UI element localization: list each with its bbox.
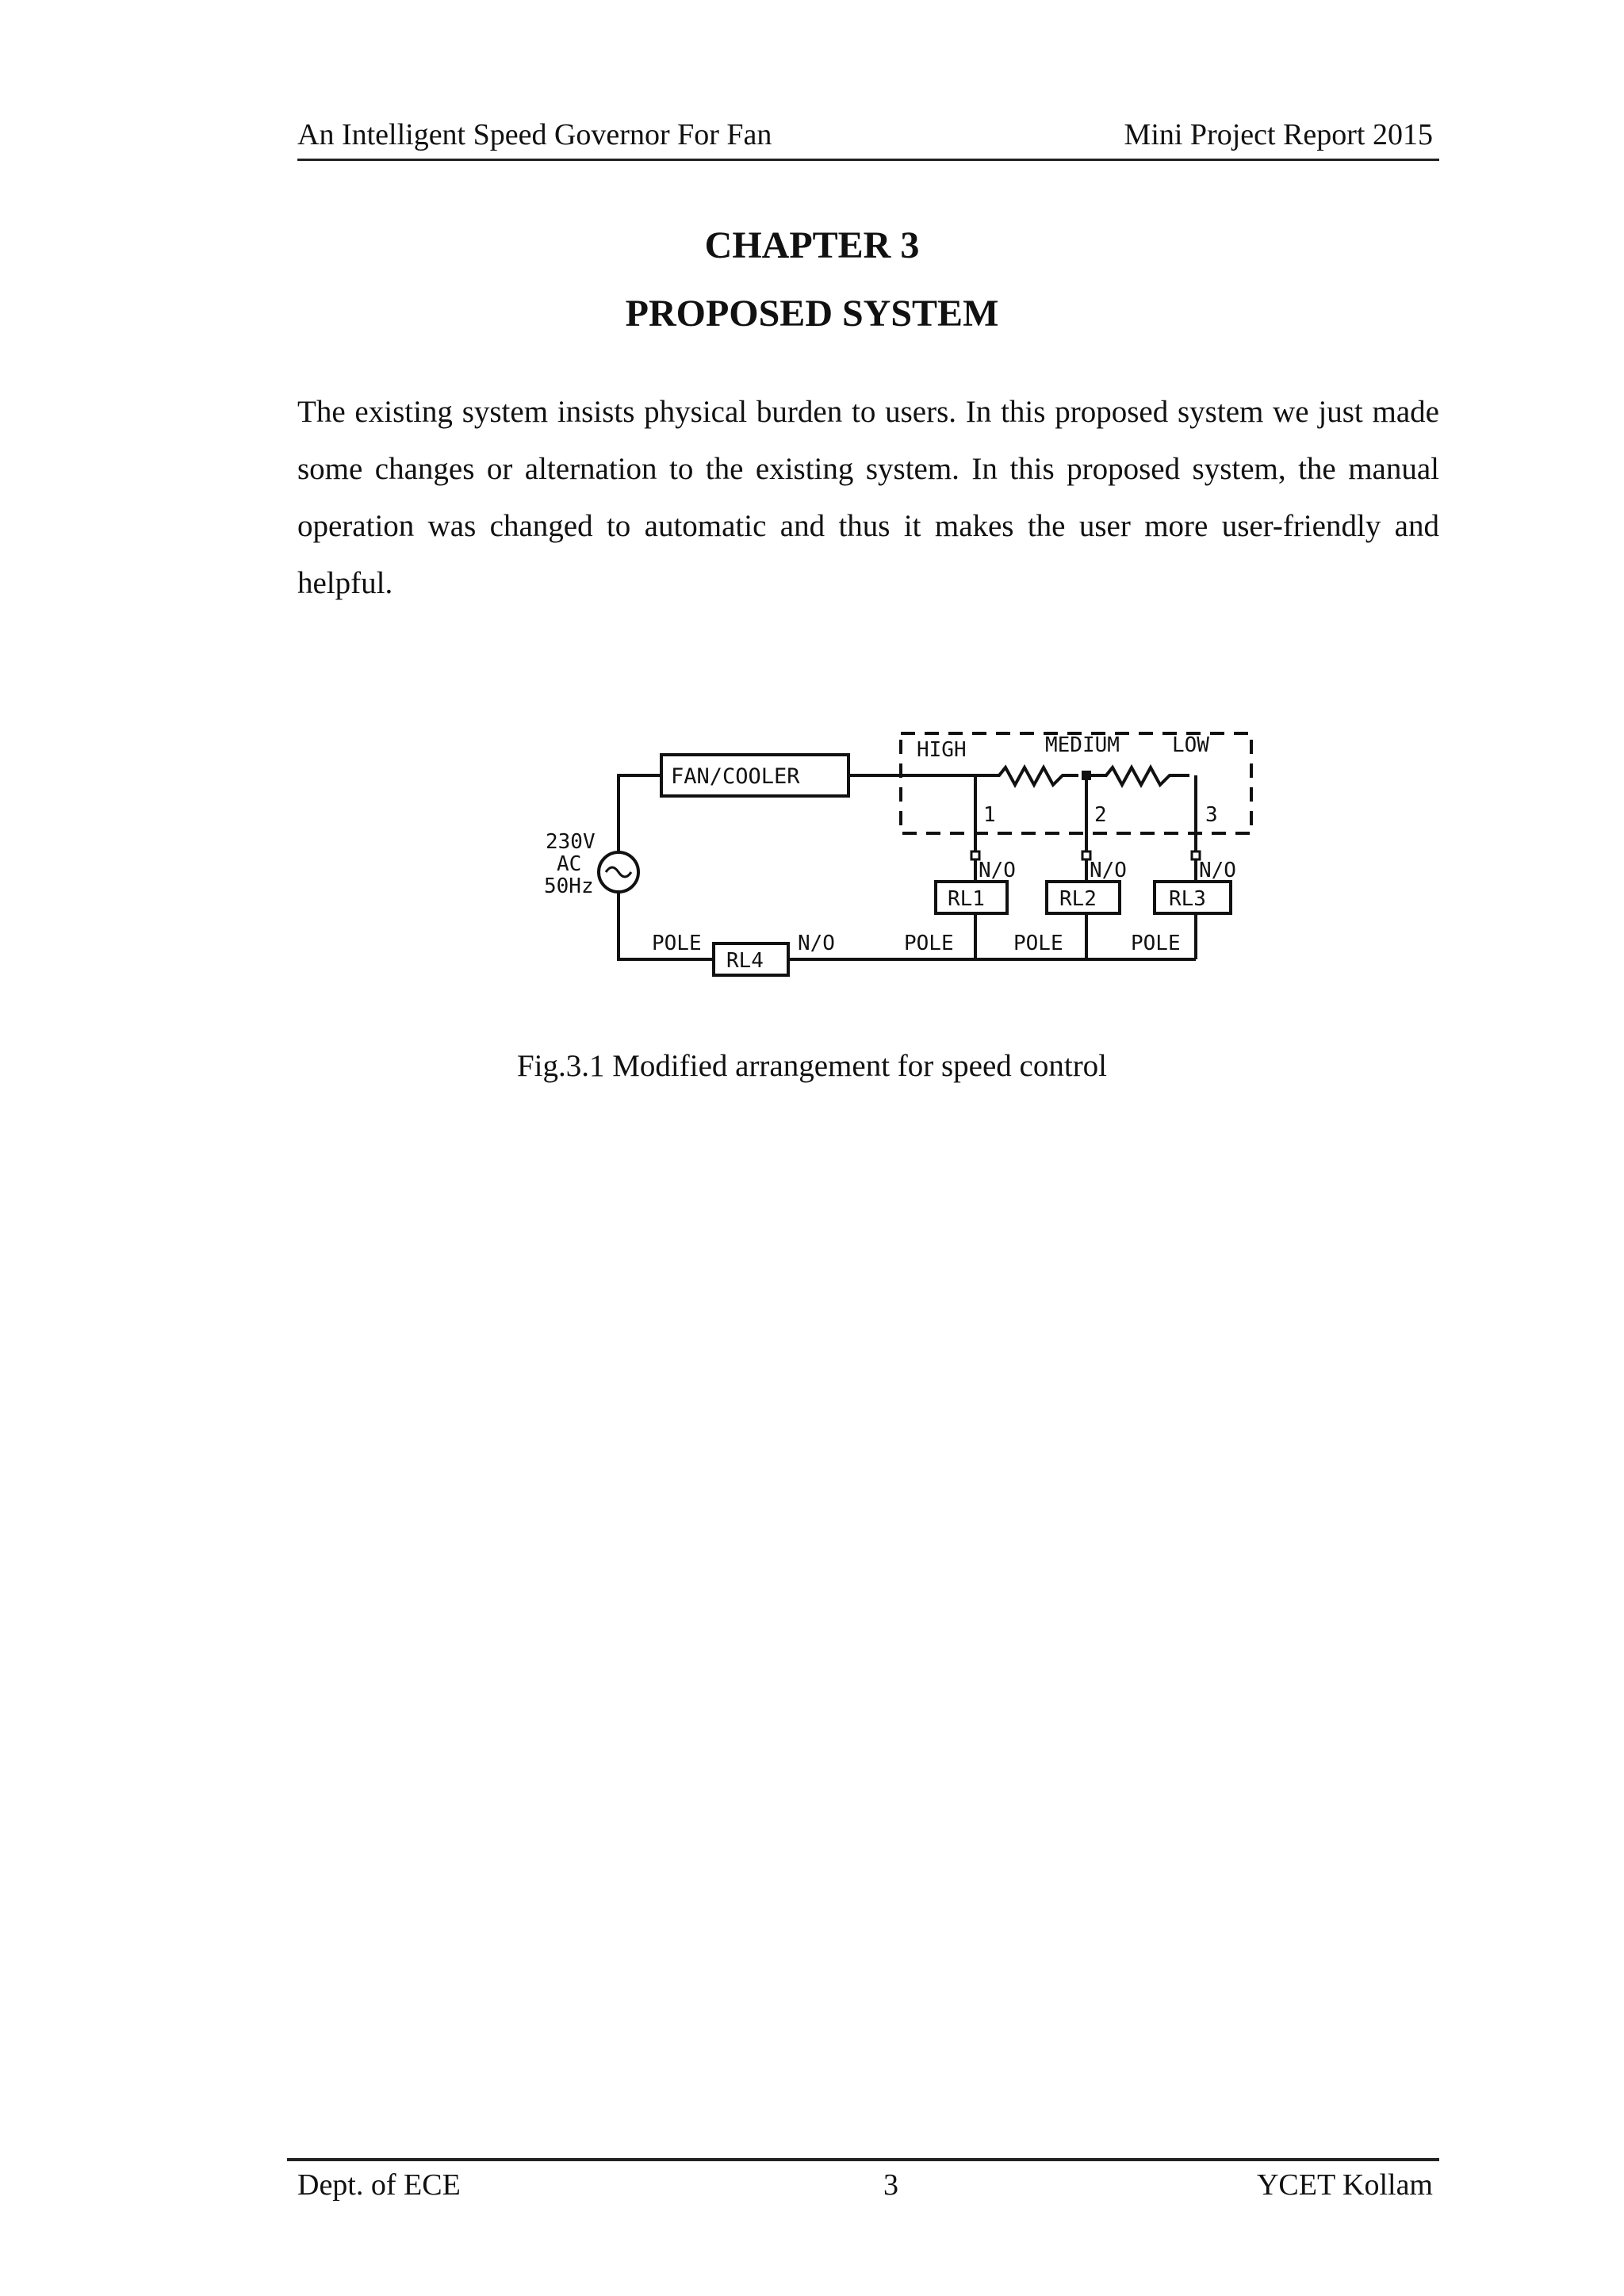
no-label-1: N/O (979, 859, 1016, 882)
header-title: An Intelligent Speed Governor For Fan (297, 118, 772, 151)
rl3-label: RL3 (1169, 887, 1206, 911)
body-paragraph: The existing system insists physical burden to users. In this proposed system we just made some changes or alternation to the existing system. In this proposed system, the manual operation was changed to automatic and thus it makes the user more user-friendly and helpful. (297, 395, 1439, 600)
high-label: HIGH (917, 738, 967, 762)
figure-caption: Fig.3.1 Modified arrangement for speed control (516, 1049, 1108, 1083)
no-label-4: N/O (798, 932, 835, 955)
pole-label-3: POLE (1013, 932, 1063, 955)
footer-page-number: 3 (883, 2168, 898, 2202)
resistor-1 (975, 767, 1078, 785)
header-report: Mini Project Report 2015 (1124, 118, 1433, 151)
footer-dept: Dept. of ECE (297, 2168, 461, 2202)
source-label-voltage: 230V (546, 830, 596, 854)
pole-label-4: POLE (1131, 932, 1181, 955)
no-label-3: N/O (1199, 859, 1236, 882)
tap-2-label: 2 (1094, 803, 1107, 827)
page-footer (287, 2158, 1439, 2209)
pole-label-1: POLE (652, 932, 702, 955)
medium-label: MEDIUM (1045, 733, 1120, 757)
tap-3-label: 3 (1205, 803, 1218, 827)
circuit-figure (508, 714, 1269, 999)
low-label: LOW (1172, 733, 1209, 757)
pole-label-2: POLE (904, 932, 954, 955)
chapter-title: PROPOSED SYSTEM (625, 293, 999, 335)
rl4-label: RL4 (726, 949, 764, 973)
rl1-label: RL1 (948, 887, 985, 911)
wire-source-to-fan (619, 775, 661, 852)
circuit-diagram (508, 714, 1269, 999)
source-label-ac: AC (557, 852, 582, 876)
source-label-frequency: 50Hz (544, 874, 594, 898)
rl2-label: RL2 (1059, 887, 1097, 911)
page-header (297, 117, 1439, 161)
chapter-number: CHAPTER 3 (704, 224, 920, 266)
tap-1-label: 1 (983, 803, 996, 827)
no-label-2: N/O (1090, 859, 1127, 882)
resistor-2 (1090, 767, 1189, 785)
footer-college: YCET Kollam (1256, 2168, 1433, 2202)
fan-label: FAN/COOLER (671, 764, 800, 789)
